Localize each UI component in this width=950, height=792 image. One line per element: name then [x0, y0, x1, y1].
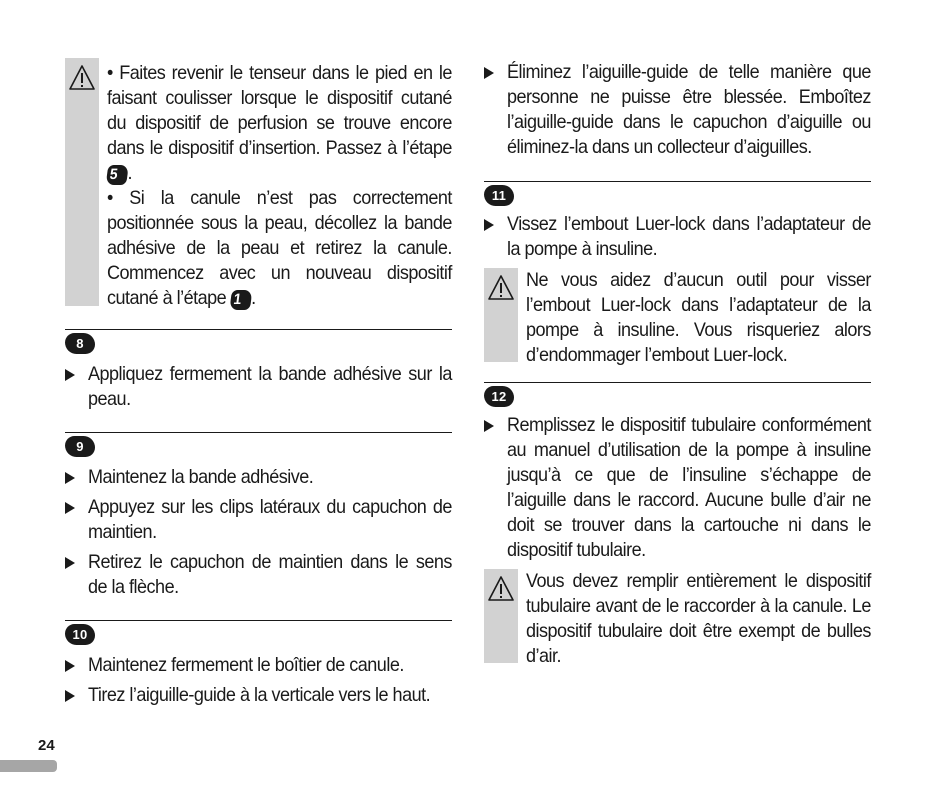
step-12-header [484, 382, 871, 410]
instruction-bullet [65, 683, 452, 708]
bullet-arrow-icon [484, 67, 494, 79]
bullet-arrow-icon [65, 690, 75, 702]
instruction-bullet [65, 653, 452, 678]
bullet-arrow-icon [65, 660, 75, 672]
warning-triangle-icon [68, 64, 96, 92]
warning-body [518, 268, 871, 366]
step-reference-badge: 5 [106, 165, 129, 185]
step-number-badge: 10 [65, 624, 95, 645]
warning-box [484, 569, 871, 667]
step-number-badge: 8 [65, 333, 95, 354]
warning-bar [484, 268, 518, 362]
warning-bar [65, 58, 99, 306]
step-9-header [65, 432, 452, 460]
warning-text-1 [107, 61, 452, 186]
instruction-bullet [484, 212, 871, 262]
warning-bullet-1: • Faites revenir le tenseur dans le pied en le faisant coulisser lorsque le dispositif cutané du dispositif de perfusion se trouve encore dans le dispositif d’insertion. Passez à l’étape [107, 62, 452, 159]
bullet-arrow-icon [65, 557, 75, 569]
warning-box [65, 58, 452, 309]
step-reference-badge: 1 [229, 290, 252, 310]
instruction-bullet [484, 60, 871, 160]
step-number-badge: 12 [484, 386, 514, 407]
warning-bullet-2: • Si la canule n’est pas correctement positionnée sous la peau, décollez la bande adhésive de la peau et retirez la canule. Commencez avec un nouveau dispositif cutané à l’étape [107, 187, 452, 309]
warning-text-2 [107, 186, 452, 311]
instruction-text: Appliquez fermement la bande adhésive sur la peau. [88, 363, 452, 410]
warning-triangle-icon [487, 575, 515, 603]
instruction-bullet [65, 465, 452, 490]
left-column [65, 58, 452, 708]
page-number: 24 [38, 737, 55, 754]
warning-triangle-icon [487, 274, 515, 302]
warning-bar [484, 569, 518, 663]
bullet-arrow-icon [65, 369, 75, 381]
instruction-text: Maintenez la bande adhésive. [88, 466, 314, 488]
instruction-bullet [65, 362, 452, 412]
step-number-badge: 11 [484, 185, 514, 206]
instruction-text: Retirez le capuchon de maintien dans le sens de la flèche. [88, 551, 452, 598]
punctuation: . [127, 162, 132, 184]
instruction-text: Vissez l’embout Luer-lock dans l’adaptateur de la pompe à insuline. [507, 213, 871, 260]
warning-text: Vous devez remplir entièrement le dispositif tubulaire avant de le raccorder à la canule. Le dispositif tubulaire doit être exempt de bulles d’air. [526, 570, 871, 667]
instruction-text: Tirez l’aiguille-guide à la verticale vers le haut. [88, 684, 431, 706]
instruction-bullet [65, 550, 452, 600]
step-8-header [65, 329, 452, 357]
warning-body [99, 58, 452, 309]
bullet-arrow-icon [484, 420, 494, 432]
warning-text: Ne vous aidez d’aucun outil pour visser l’embout Luer-lock dans l’adaptateur de la pompe à insuline. Vous risqueriez alors d’endommager l’embout Luer-lock. [526, 269, 871, 366]
bullet-arrow-icon [65, 502, 75, 514]
instruction-bullet [484, 413, 871, 563]
right-column [484, 58, 871, 667]
instruction-text: Éliminez l’aiguille-guide de telle manière que personne ne puisse être blessée. Emboîtez l’aiguille-guide dans le capuchon d’aiguille ou éliminez-la dans un collecteur d’aiguilles. [507, 61, 871, 158]
step-10-header [65, 620, 452, 648]
instruction-bullet [65, 495, 452, 545]
bullet-arrow-icon [65, 472, 75, 484]
warning-box [484, 268, 871, 366]
step-number-badge: 9 [65, 436, 95, 457]
instruction-text: Maintenez fermement le boîtier de canule. [88, 654, 404, 676]
instruction-text: Appuyez sur les clips latéraux du capuchon de maintien. [88, 496, 452, 543]
punctuation: . [251, 287, 256, 309]
step-11-header [484, 181, 871, 209]
bullet-arrow-icon [484, 219, 494, 231]
instruction-text: Remplissez le dispositif tubulaire conformément au manuel d’utilisation de la pompe à insuline jusqu’à ce que de l’insuline s’échappe de l’aiguille dans le raccord. Aucune bulle d’air ne doit se trouver dans la cartouche ni dans le dispositif tubulaire. [507, 414, 871, 561]
warning-body [518, 569, 871, 667]
page-tab-bar [0, 760, 57, 772]
